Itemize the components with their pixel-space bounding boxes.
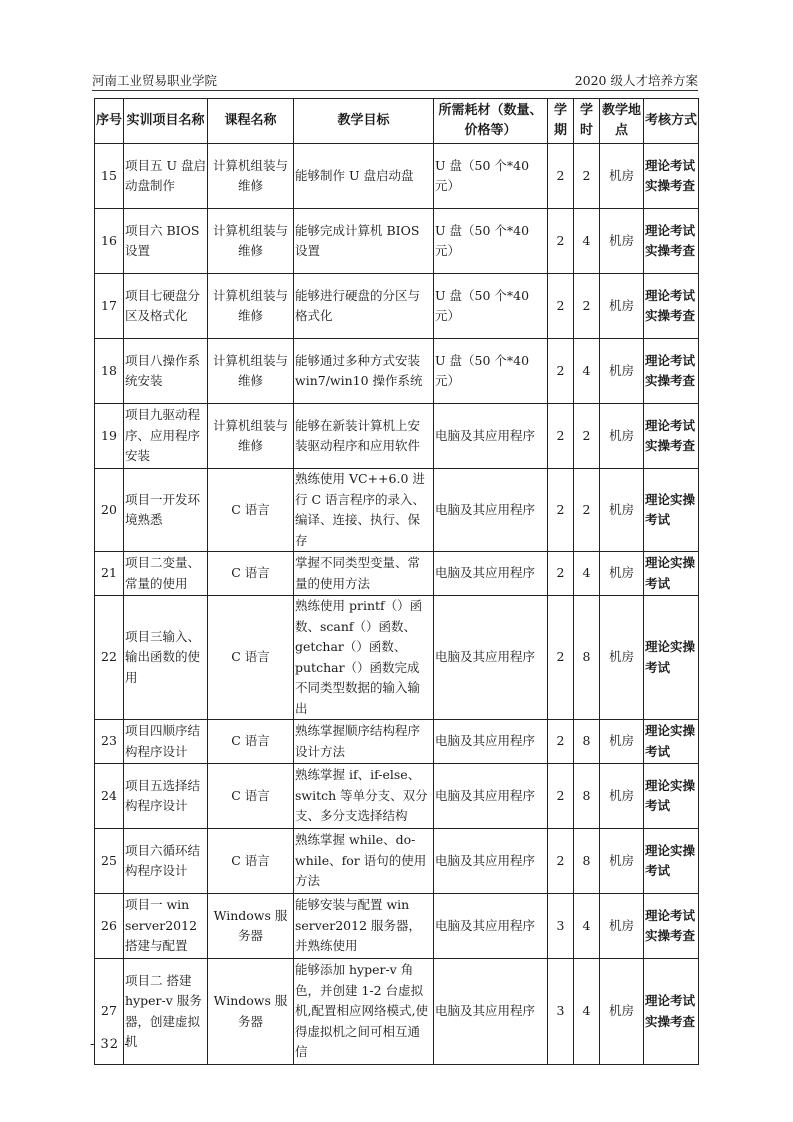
training-table — [94, 98, 699, 1065]
cell-hours: 8 — [574, 829, 600, 894]
cell-teaching-goal: 能够添加 hyper-v 角色，并创建 1-2 台虚拟机,配置相应网络模式,使得虚拟机之间可相互通信 — [294, 959, 434, 1065]
col-header-material: 所需耗材（数量、价格等） — [434, 99, 548, 144]
cell-teaching-goal: 能够安装与配置 win server2012 服务器，并熟练使用 — [294, 894, 434, 959]
cell-project-name: 项目八操作系统安装 — [124, 339, 208, 404]
cell-project-name: 项目一 win server2012 搭建与配置 — [124, 894, 208, 959]
table-row — [95, 552, 699, 596]
cell-location: 机房 — [600, 469, 644, 552]
cell-exam-method: 理论实操考试 — [644, 469, 699, 552]
cell-exam-method: 理论考试实操考查 — [644, 339, 699, 404]
cell-exam-method: 理论实操考试 — [644, 552, 699, 596]
cell-term: 2 — [548, 144, 574, 209]
cell-row-number: 21 — [95, 552, 124, 596]
cell-hours: 8 — [574, 764, 600, 829]
cell-term: 2 — [548, 596, 574, 720]
cell-course-name: C 语言 — [208, 764, 294, 829]
cell-row-number: 23 — [95, 720, 124, 764]
cell-row-number: 27 — [95, 959, 124, 1065]
col-header-place: 教学地点 — [600, 99, 644, 144]
col-header-hours: 学时 — [574, 99, 600, 144]
cell-hours: 4 — [574, 552, 600, 596]
cell-course-name: C 语言 — [208, 469, 294, 552]
cell-course-name: 计算机组装与维修 — [208, 339, 294, 404]
cell-course-name: C 语言 — [208, 720, 294, 764]
cell-teaching-goal: 能够在新装计算机上安装驱动程序和应用软件 — [294, 404, 434, 469]
cell-exam-method: 理论实操考试 — [644, 764, 699, 829]
cell-teaching-goal: 熟练使用 VC++6.0 进行 C 语言程序的录入、编译、连接、执行、保存 — [294, 469, 434, 552]
cell-teaching-goal: 熟练使用 printf（）函数、scanf（）函数、getchar（）函数、putchar（）函数完成不同类型数据的输入输出 — [294, 596, 434, 720]
cell-project-name: 项目三输入、输出函数的使用 — [124, 596, 208, 720]
cell-location: 机房 — [600, 274, 644, 339]
cell-hours: 4 — [574, 959, 600, 1065]
cell-term: 2 — [548, 764, 574, 829]
cell-hours: 2 — [574, 144, 600, 209]
cell-row-number: 15 — [95, 144, 124, 209]
cell-location: 机房 — [600, 209, 644, 274]
cell-exam-method: 理论实操考试 — [644, 720, 699, 764]
cell-location: 机房 — [600, 959, 644, 1065]
cell-location: 机房 — [600, 894, 644, 959]
cell-course-name: 计算机组装与维修 — [208, 404, 294, 469]
cell-row-number: 22 — [95, 596, 124, 720]
cell-row-number: 20 — [95, 469, 124, 552]
cell-row-number: 18 — [95, 339, 124, 404]
cell-materials: 电脑及其应用程序 — [434, 829, 548, 894]
table-row — [95, 894, 699, 959]
cell-hours: 2 — [574, 274, 600, 339]
cell-row-number: 17 — [95, 274, 124, 339]
cell-materials: 电脑及其应用程序 — [434, 469, 548, 552]
table-row — [95, 209, 699, 274]
cell-term: 2 — [548, 829, 574, 894]
table-row — [95, 404, 699, 469]
col-header-course: 课程名称 — [208, 99, 294, 144]
cell-exam-method: 理论考试实操考查 — [644, 894, 699, 959]
cell-materials: 电脑及其应用程序 — [434, 596, 548, 720]
cell-exam-method: 理论实操考试 — [644, 829, 699, 894]
col-header-goal: 教学目标 — [294, 99, 434, 144]
cell-exam-method: 理论考试实操考查 — [644, 959, 699, 1065]
cell-course-name: Windows 服务器 — [208, 959, 294, 1065]
cell-location: 机房 — [600, 144, 644, 209]
table-row — [95, 339, 699, 404]
header-plan-title: 2020 级人才培养方案 — [574, 73, 698, 88]
cell-term: 2 — [548, 209, 574, 274]
table-row — [95, 959, 699, 1065]
cell-location: 机房 — [600, 829, 644, 894]
cell-course-name: 计算机组装与维修 — [208, 144, 294, 209]
page-number: - 32 - — [90, 1037, 130, 1052]
cell-location: 机房 — [600, 764, 644, 829]
cell-project-name: 项目六循环结构程序设计 — [124, 829, 208, 894]
cell-materials: U 盘（50 个*40 元） — [434, 339, 548, 404]
cell-materials: U 盘（50 个*40 元） — [434, 144, 548, 209]
cell-project-name: 项目九驱动程序、应用程序安装 — [124, 404, 208, 469]
cell-hours: 2 — [574, 469, 600, 552]
cell-location: 机房 — [600, 720, 644, 764]
cell-hours: 2 — [574, 404, 600, 469]
cell-course-name: C 语言 — [208, 829, 294, 894]
cell-term: 2 — [548, 404, 574, 469]
cell-exam-method: 理论考试实操考查 — [644, 209, 699, 274]
cell-location: 机房 — [600, 596, 644, 720]
cell-teaching-goal: 能够完成计算机 BIOS 设置 — [294, 209, 434, 274]
cell-teaching-goal: 掌握不同类型变量、常量的使用方法 — [294, 552, 434, 596]
cell-project-name: 项目二变量、常量的使用 — [124, 552, 208, 596]
cell-teaching-goal: 熟练掌握 if、if-else、switch 等单分支、双分支、多分支选择结构 — [294, 764, 434, 829]
cell-term: 2 — [548, 469, 574, 552]
cell-materials: U 盘（50 个*40 元） — [434, 274, 548, 339]
cell-course-name: Windows 服务器 — [208, 894, 294, 959]
cell-row-number: 19 — [95, 404, 124, 469]
cell-term: 3 — [548, 894, 574, 959]
cell-term: 3 — [548, 959, 574, 1065]
cell-hours: 8 — [574, 596, 600, 720]
cell-teaching-goal: 能够制作 U 盘启动盘 — [294, 144, 434, 209]
cell-project-name: 项目七硬盘分区及格式化 — [124, 274, 208, 339]
table-row — [95, 596, 699, 720]
cell-materials: 电脑及其应用程序 — [434, 894, 548, 959]
cell-course-name: C 语言 — [208, 552, 294, 596]
cell-materials: 电脑及其应用程序 — [434, 720, 548, 764]
cell-exam-method: 理论考试实操考查 — [644, 404, 699, 469]
cell-teaching-goal: 能够通过多种方式安装 win7/win10 操作系统 — [294, 339, 434, 404]
cell-teaching-goal: 熟练掌握 while、do-while、for 语句的使用方法 — [294, 829, 434, 894]
header-rule — [92, 90, 698, 91]
cell-row-number: 24 — [95, 764, 124, 829]
table-row — [95, 274, 699, 339]
cell-teaching-goal: 能够进行硬盘的分区与格式化 — [294, 274, 434, 339]
table-row — [95, 144, 699, 209]
col-header-exam: 考核方式 — [644, 99, 699, 144]
cell-teaching-goal: 熟练掌握顺序结构程序设计方法 — [294, 720, 434, 764]
table-header-row — [95, 99, 699, 144]
cell-project-name: 项目二 搭建 hyper-v 服务器，创建虚拟机 — [124, 959, 208, 1065]
cell-location: 机房 — [600, 404, 644, 469]
cell-materials: 电脑及其应用程序 — [434, 764, 548, 829]
cell-exam-method: 理论实操考试 — [644, 596, 699, 720]
col-header-term: 学期 — [548, 99, 574, 144]
cell-row-number: 26 — [95, 894, 124, 959]
cell-exam-method: 理论考试实操考查 — [644, 274, 699, 339]
table-row — [95, 720, 699, 764]
cell-hours: 4 — [574, 339, 600, 404]
cell-row-number: 16 — [95, 209, 124, 274]
cell-materials: 电脑及其应用程序 — [434, 552, 548, 596]
cell-project-name: 项目五 U 盘启动盘制作 — [124, 144, 208, 209]
cell-term: 2 — [548, 720, 574, 764]
cell-materials: 电脑及其应用程序 — [434, 959, 548, 1065]
cell-row-number: 25 — [95, 829, 124, 894]
col-header-project: 实训项目名称 — [124, 99, 208, 144]
cell-term: 2 — [548, 274, 574, 339]
cell-hours: 4 — [574, 209, 600, 274]
table-row — [95, 829, 699, 894]
cell-project-name: 项目一开发环境熟悉 — [124, 469, 208, 552]
cell-term: 2 — [548, 552, 574, 596]
cell-location: 机房 — [600, 552, 644, 596]
table-row — [95, 764, 699, 829]
cell-course-name: C 语言 — [208, 596, 294, 720]
table-row — [95, 469, 699, 552]
header-institution: 河南工业贸易职业学院 — [92, 73, 218, 88]
cell-project-name: 项目五选择结构程序设计 — [124, 764, 208, 829]
cell-course-name: 计算机组装与维修 — [208, 209, 294, 274]
cell-project-name: 项目四顺序结构程序设计 — [124, 720, 208, 764]
cell-course-name: 计算机组装与维修 — [208, 274, 294, 339]
cell-exam-method: 理论考试实操考查 — [644, 144, 699, 209]
cell-materials: U 盘（50 个*40 元） — [434, 209, 548, 274]
cell-hours: 8 — [574, 720, 600, 764]
cell-materials: 电脑及其应用程序 — [434, 404, 548, 469]
cell-location: 机房 — [600, 339, 644, 404]
cell-hours: 4 — [574, 894, 600, 959]
cell-project-name: 项目六 BIOS 设置 — [124, 209, 208, 274]
col-header-no: 序号 — [95, 99, 124, 144]
cell-term: 2 — [548, 339, 574, 404]
